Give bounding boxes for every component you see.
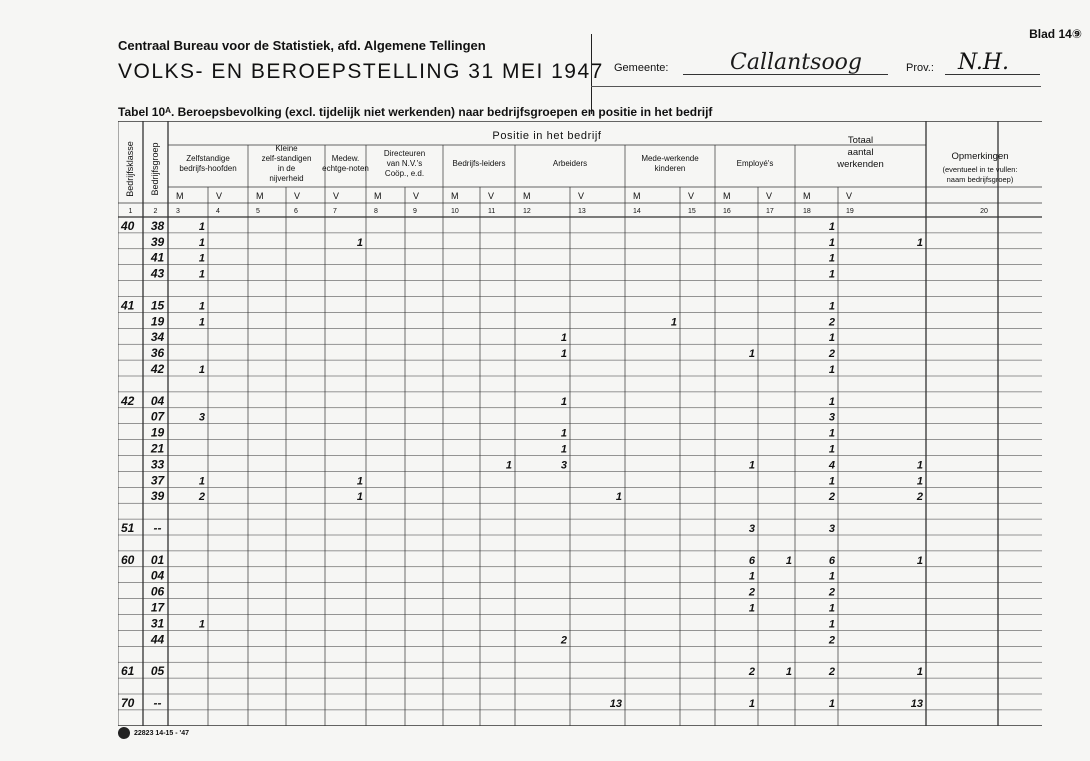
row-bedrijfsgroep: 21 <box>150 441 165 456</box>
group-header: Zelfstandige <box>186 154 230 163</box>
column-number: 4 <box>216 208 220 215</box>
blad-value: 14⑨ <box>1058 27 1082 41</box>
cell-value: 1 <box>828 475 835 488</box>
mv-label: M <box>256 191 264 201</box>
cell-value: 1 <box>356 491 363 504</box>
group-header: van N.V.'s <box>386 159 423 168</box>
cell-value: 1 <box>828 364 835 376</box>
row-bedrijfsklasse: 40 <box>121 218 135 233</box>
mv-label: V <box>578 191 585 201</box>
cell-value: 1 <box>916 475 923 488</box>
gemeente-value: Callantsoog <box>730 50 863 75</box>
cell-value: 1 <box>560 427 567 440</box>
cell-value: 1 <box>785 554 792 567</box>
cell-value: 1 <box>198 316 205 329</box>
cell-value: 1 <box>916 666 923 679</box>
totaal-header: werkenden <box>837 159 884 170</box>
cell-value: 1 <box>198 475 205 488</box>
row-bedrijfsgroep: 39 <box>150 489 165 504</box>
row-bedrijfsklasse: 41 <box>121 298 135 313</box>
cell-value: 1 <box>198 364 205 376</box>
cell-value: 3 <box>748 523 755 535</box>
form-title: VOLKS- EN BEROEPSTELLING 31 MEI 1947 <box>118 60 604 83</box>
cell-value: 1 <box>828 236 835 249</box>
row-bedrijfsgroep: 05 <box>150 664 165 679</box>
seal-icon <box>118 727 130 739</box>
opmerkingen-header: Opmerkingen <box>951 151 1009 162</box>
mv-label: M <box>523 191 531 201</box>
group-header: zelf-standigen <box>261 154 312 163</box>
cell-value: 2 <box>828 348 835 361</box>
mv-label: M <box>633 191 641 201</box>
row-bedrijfsgroep: 04 <box>150 568 165 583</box>
row-bedrijfsgroep: 37 <box>150 473 165 488</box>
sheet-number <box>1029 27 1082 41</box>
column-number: 2 <box>153 208 158 215</box>
mv-label: V <box>766 191 773 201</box>
row-bedrijfsgroep: 19 <box>150 425 165 440</box>
row-bedrijfsgroep: 04 <box>150 393 165 408</box>
row-bedrijfsklasse: 70 <box>121 695 135 710</box>
row-bedrijfsgroep: 06 <box>150 584 165 599</box>
group-header: echtge-noten <box>322 164 369 173</box>
cell-value: 1 <box>828 220 835 233</box>
row-bedrijfsgroep: 01 <box>150 552 165 567</box>
cell-value: 2 <box>828 316 835 329</box>
row-bedrijfsgroep: 41 <box>150 250 165 265</box>
group-header: kinderen <box>654 164 686 173</box>
mv-label: M <box>723 191 731 201</box>
column-number: 12 <box>523 208 531 215</box>
group-header: Directeuren <box>383 149 426 158</box>
cell-value: 1 <box>748 697 755 710</box>
cell-value: 1 <box>828 602 835 615</box>
group-header: Arbeiders <box>552 159 588 168</box>
cell-value: 1 <box>505 459 512 472</box>
row-bedrijfsgroep: -- <box>153 695 162 710</box>
bedrijfsgroep-header: Bedrijfsgroep <box>149 142 160 196</box>
cell-value: 2 <box>748 666 755 679</box>
header-divider <box>591 34 592 114</box>
column-number: 15 <box>688 208 696 215</box>
cell-value: 1 <box>748 602 755 615</box>
cell-value: 1 <box>916 554 923 567</box>
column-number: 10 <box>451 208 459 215</box>
cell-value: 6 <box>828 554 835 567</box>
province-value: N.H. <box>958 50 1010 75</box>
group-header: Medew. <box>331 154 360 163</box>
row-bedrijfsgroep: 38 <box>150 218 165 233</box>
row-bedrijfsklasse: 42 <box>121 393 135 408</box>
column-number: 3 <box>176 208 180 215</box>
gemeente-label: Gemeente: <box>614 62 669 74</box>
cell-value: 1 <box>356 475 363 488</box>
cell-value: 6 <box>748 554 755 567</box>
cell-value: 3 <box>828 411 835 424</box>
mv-label: V <box>846 191 853 201</box>
cell-value: 1 <box>916 236 923 249</box>
cell-value: 2 <box>828 586 835 599</box>
form-footer <box>118 727 189 739</box>
totaal-header: aantal <box>847 147 874 158</box>
column-number: 11 <box>488 208 496 215</box>
row-bedrijfsgroep: 33 <box>150 457 165 472</box>
cell-value: 3 <box>828 523 835 535</box>
cell-value: 1 <box>615 491 622 504</box>
group-header: Coöp., e.d. <box>384 169 425 178</box>
row-bedrijfsgroep: 31 <box>150 616 165 631</box>
cell-value: 1 <box>828 570 835 583</box>
row-bedrijfsgroep: 17 <box>150 600 165 615</box>
cell-value: 1 <box>670 316 677 329</box>
mv-label: V <box>333 191 340 201</box>
row-bedrijfsgroep: 19 <box>150 314 165 329</box>
cell-value: 1 <box>828 427 835 440</box>
mv-label: M <box>176 191 184 201</box>
mv-label: V <box>488 191 495 201</box>
column-number: 16 <box>723 208 731 215</box>
row-bedrijfsgroep: 39 <box>150 234 165 249</box>
cell-value: 1 <box>198 236 205 249</box>
column-number: 9 <box>413 208 417 215</box>
mv-label: V <box>413 191 420 201</box>
cell-value: 4 <box>828 459 835 472</box>
row-bedrijfsgroep: 07 <box>150 409 165 424</box>
cell-value: 1 <box>748 348 755 361</box>
group-header: Mede-werkende <box>641 154 699 163</box>
column-number: 5 <box>256 208 260 215</box>
cell-value: 2 <box>916 491 923 504</box>
cell-value: 2 <box>828 491 835 504</box>
cell-value: 1 <box>560 332 567 345</box>
cell-value: 1 <box>828 268 835 281</box>
positie-header: Positie in het bedrijf <box>492 130 602 142</box>
column-number: 7 <box>333 208 337 215</box>
group-header: Employé's <box>736 159 774 168</box>
cell-value: 1 <box>916 459 923 472</box>
row-bedrijfsgroep: 44 <box>150 632 165 647</box>
cell-value: 1 <box>560 348 567 361</box>
cell-value: 1 <box>828 618 835 631</box>
cell-value: 1 <box>198 300 205 313</box>
cell-value: 1 <box>198 252 205 265</box>
opmerkingen-sub: (eventueel in te vullen: <box>942 165 1018 174</box>
group-header: in de <box>277 164 296 173</box>
cell-value: 1 <box>828 252 835 265</box>
column-number: 19 <box>846 208 854 215</box>
column-number: 13 <box>578 208 586 215</box>
mv-label: V <box>294 191 301 201</box>
cell-value: 1 <box>785 666 792 679</box>
organization-name: Centraal Bureau voor de Statistiek, afd. Algemene Tellingen <box>118 38 486 53</box>
cell-value: 2 <box>560 634 567 647</box>
row-bedrijfsgroep: -- <box>153 521 162 535</box>
cell-value: 1 <box>356 236 363 249</box>
cell-value: 1 <box>198 268 205 281</box>
column-number: 8 <box>374 208 378 215</box>
header-rule <box>591 86 1041 87</box>
mv-label: V <box>216 191 223 201</box>
column-number: 14 <box>633 208 641 215</box>
cell-value: 1 <box>198 618 205 631</box>
mv-label: M <box>451 191 459 201</box>
table-grid <box>118 121 1042 726</box>
cell-value: 3 <box>560 459 567 472</box>
column-number: 6 <box>294 208 298 215</box>
cell-value: 1 <box>828 443 835 456</box>
cell-value: 2 <box>198 491 205 504</box>
cell-value: 1 <box>748 459 755 472</box>
cell-value: 1 <box>828 332 835 345</box>
row-bedrijfsgroep: 15 <box>150 298 165 313</box>
cell-value: 3 <box>198 411 205 424</box>
cell-value: 2 <box>828 666 835 679</box>
row-bedrijfsklasse: 61 <box>121 664 135 679</box>
totaal-header: Totaal <box>847 135 874 146</box>
cell-value: 1 <box>828 395 835 408</box>
cell-value: 1 <box>828 300 835 313</box>
province-label: Prov.: <box>906 62 934 74</box>
cell-value: 13 <box>609 697 622 710</box>
row-bedrijfsgroep: 36 <box>150 346 165 361</box>
bedrijfsklasse-header: Bedrijfsklasse <box>124 141 135 197</box>
cell-value: 1 <box>748 570 755 583</box>
cell-value: 1 <box>198 220 205 233</box>
cell-value: 1 <box>560 443 567 456</box>
blad-label: Blad <box>1029 27 1056 41</box>
mv-label: M <box>374 191 382 201</box>
cell-value: 1 <box>828 697 835 710</box>
row-bedrijfsgroep: 42 <box>150 362 165 376</box>
group-header: nijverheid <box>269 174 304 183</box>
column-number: 17 <box>766 208 774 215</box>
column-number: 1 <box>128 208 133 215</box>
row-bedrijfsklasse: 60 <box>121 552 135 567</box>
row-bedrijfsgroep: 43 <box>150 266 165 281</box>
form-code: 22823 14-15 - '47 <box>134 729 189 737</box>
row-bedrijfsgroep: 34 <box>150 330 165 345</box>
mv-label: V <box>688 191 695 201</box>
cell-value: 13 <box>910 697 923 710</box>
table-title: Tabel 10ᴬ. Beroepsbevolking (excl. tijdelijk niet werkenden) naar bedrijfsgroepen en positie in het bedrijf <box>118 105 713 119</box>
group-header: bedrijfs-hoofden <box>179 164 237 173</box>
opmerkingen-sub: naam bedrijfsgroep) <box>946 175 1014 184</box>
cell-value: 1 <box>560 395 567 408</box>
row-bedrijfsklasse: 51 <box>121 521 135 535</box>
group-header: Kleine <box>275 144 298 153</box>
column-number: 20 <box>980 208 988 215</box>
column-number: 18 <box>803 208 811 215</box>
cell-value: 2 <box>828 634 835 647</box>
cell-value: 2 <box>748 586 755 599</box>
group-header: Bedrijfs-leiders <box>452 159 506 168</box>
census-table <box>118 121 1042 726</box>
mv-label: M <box>803 191 811 201</box>
